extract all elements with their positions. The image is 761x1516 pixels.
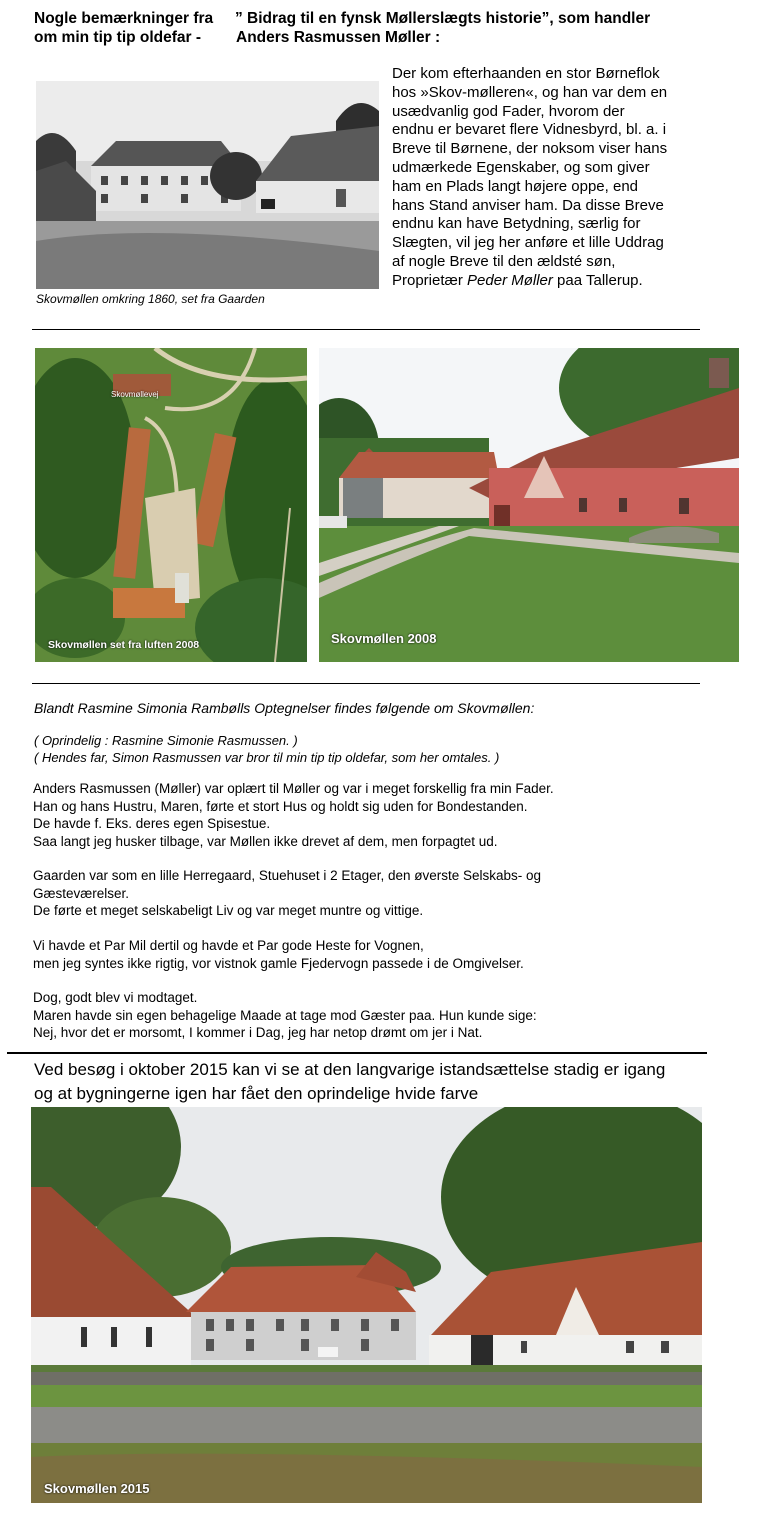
intro-line: Breve til Børnene, der noksom viser hans (392, 140, 668, 158)
notes-line: Gæsteværelser. (33, 885, 130, 901)
notes-para4 (33, 989, 537, 1042)
divider (7, 1052, 707, 1054)
visit-line1: Ved besøg i oktober 2015 kan vi se at den langvarige istandsættelse stadig er igang (34, 1060, 666, 1079)
notes-sub2: ( Hendes far, Simon Rasmussen var bror til min tip tip oldefar, som her omtales. ) (34, 750, 500, 765)
notes-para3 (33, 937, 524, 972)
notes-para1 (33, 780, 554, 850)
notes-heading: Blandt Rasmine Simonia Rambølls Optegnelser findes følgende om Skovmøllen: (34, 700, 535, 716)
intro-line: usædvanlig god Fader, hvorom der (392, 102, 625, 120)
intro-line: endnu er bevaret flere Vidnesbyrd, bl. a. i (392, 121, 667, 139)
intro-paragraph (392, 65, 722, 291)
old-photo-1860 (36, 81, 379, 289)
header-line2-right: Anders Rasmussen Møller : (236, 29, 441, 46)
intro-last-line (392, 272, 722, 291)
intro-last-prefix: Proprietær (392, 271, 468, 289)
intro-line: endnu kan have Betydning, særlig for (392, 215, 641, 233)
intro-line: Der kom efterhaanden en stor Børneflok (392, 65, 660, 82)
notes-line: Nej, hvor det er morsomt, I kommer i Dag, jeg har netop drømt om jer i Nat. (33, 1025, 483, 1040)
photo-2015 (31, 1107, 702, 1503)
intro-line: hans Stand anviser ham. Da disse Breve (392, 196, 664, 214)
intro-last-italic: Peder Møller (467, 271, 553, 289)
intro-line: ham en Plads langt højere oppe, end (392, 177, 638, 195)
notes-line: Gaarden var som en lille Herregaard, Stuehuset i 2 Etager, den øverste Selskabs- og (33, 868, 542, 883)
intro-line: hos »Skov-mølleren«, og han var dem en (392, 83, 668, 101)
divider (32, 683, 700, 684)
header-line1-right: ” Bidrag til en fynsk Møllerslægts historie”, som handler (235, 10, 651, 27)
ground-photo-2008 (319, 348, 739, 662)
ground-photo-label: Skovmøllen 2008 (331, 631, 437, 646)
intro-last-suffix: paa Tallerup. (552, 271, 643, 289)
header-line1-left: Nogle bemærkninger fra (34, 10, 214, 27)
notes-line: Dog, godt blev vi modtaget. (33, 990, 198, 1005)
notes-line: Saa langt jeg husker tilbage, var Møllen ikke drevet af dem, men forpagtet ud. (33, 833, 498, 849)
old-photo-caption: Skovmøllen omkring 1860, set fra Gaarden (36, 292, 265, 306)
photo-2015-label: Skovmøllen 2015 (44, 1481, 150, 1496)
intro-line: Slægten, vil jeg her anføre et lille Uddrag (392, 234, 664, 252)
visit-line2: og at bygningerne igen har fået den oprindelige hvide farve (34, 1084, 479, 1103)
intro-line: af nogle Breve til den ældsté søn, (392, 252, 616, 270)
aerial-photo-label: Skovmøllen set fra luften 2008 (48, 639, 200, 651)
notes-line: Han og hans Hustru, Maren, førte et stort Hus og holdt sig uden for Bondestanden. (33, 798, 528, 814)
notes-line: men jeg syntes ikke rigtig, vor vistnok gamle Fjedervogn passede i de Omgivelser. (33, 955, 524, 971)
notes-line: Anders Rasmussen (Møller) var oplært til Møller og var i meget forskellig fra min Fader. (33, 781, 554, 796)
notes-line: Maren havde sin egen behagelige Maade at tage mod Gæster paa. Hun kunde sige: (33, 1007, 537, 1023)
notes-line: De havde f. Eks. deres egen Spisestue. (33, 816, 271, 831)
divider (32, 329, 700, 330)
notes-para2 (33, 867, 541, 920)
notes-sub1: ( Oprindelig : Rasmine Simonie Rasmussen. ) (34, 733, 298, 748)
notes-line: Vi havde et Par Mil dertil og havde et Par gode Heste for Vognen, (33, 938, 424, 953)
aerial-road-label: Skovmøllevej (111, 390, 159, 399)
aerial-photo-2008 (35, 348, 307, 662)
header-line2-left: om min tip tip oldefar - (34, 29, 202, 46)
intro-line: udmærkede Egenskaber, og som giver (392, 158, 650, 176)
notes-line: De førte et meget selskabeligt Liv og var meget muntre og vittige. (33, 903, 424, 918)
